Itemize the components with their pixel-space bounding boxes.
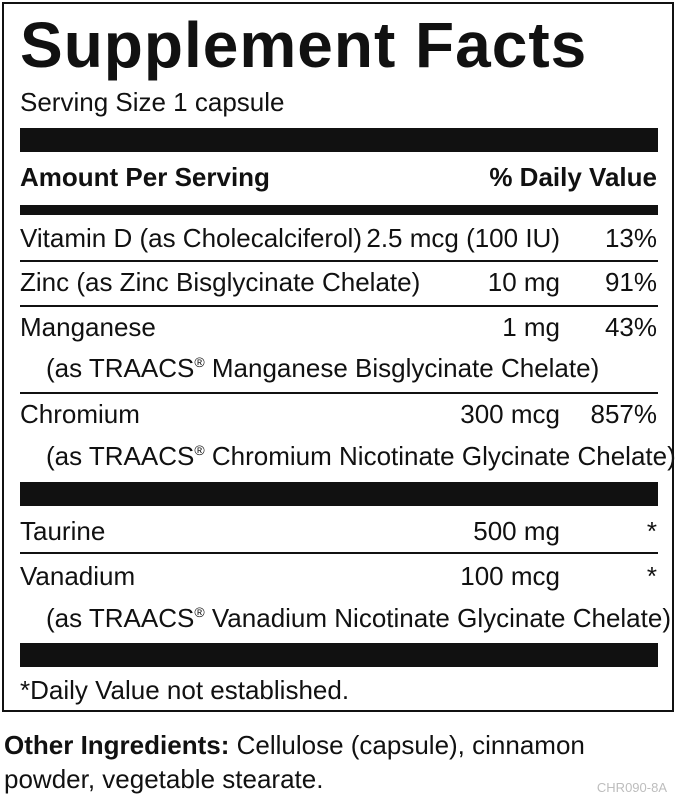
nutrient-name-vitamin-d: Vitamin D (as Cholecalciferol): [20, 223, 362, 253]
other-ingredients: [4, 728, 664, 796]
row-divider: [20, 305, 658, 307]
amount-per-serving-header: Amount Per Serving: [20, 162, 270, 192]
nutrient-dv-taurine: *: [646, 516, 657, 546]
registered-mark: ®: [194, 604, 205, 620]
nutrient-amount-zinc: 10 mg: [487, 267, 560, 297]
nutrient-dv-zinc: 91%: [604, 267, 657, 297]
thick-divider-bottom: [20, 643, 658, 667]
nutrient-dv-manganese: 43%: [604, 312, 657, 342]
row-divider: [20, 552, 658, 554]
nutrient-source-manganese: (as TRAACS® Manganese Bisglycinate Chelate): [46, 353, 600, 383]
nutrient-name-vanadium: Vanadium: [20, 561, 136, 591]
nutrient-amount-vanadium: 100 mcg: [460, 561, 560, 591]
serving-size: Serving Size 1 capsule: [20, 87, 285, 117]
row-divider: [20, 392, 658, 394]
nutrient-amount-vitamin-d: 2.5 mcg (100 IU): [366, 223, 560, 253]
nutrient-name-zinc: Zinc (as Zinc Bisglycinate Chelate): [20, 267, 421, 297]
row-divider: [20, 260, 658, 262]
daily-value-header: % Daily Value: [489, 162, 657, 192]
medium-divider: [20, 205, 658, 215]
nutrient-amount-taurine: 500 mg: [473, 516, 560, 546]
other-ingredients-label: Other Ingredients:: [4, 730, 230, 760]
other-ingredients-text: Cellulose (capsule), cinnamon powder, vegetable stearate.: [4, 730, 585, 794]
nutrient-name-manganese: Manganese: [20, 312, 156, 342]
nutrient-dv-vanadium: *: [646, 561, 657, 591]
panel-title: Supplement Facts: [20, 9, 588, 81]
nutrient-name-taurine: Taurine: [20, 516, 106, 546]
thick-divider-middle: [20, 482, 658, 506]
nutrient-source-vanadium: (as TRAACS® Vanadium Nicotinate Glycinate Chelate): [46, 603, 671, 633]
registered-mark: ®: [194, 442, 205, 458]
nutrient-dv-vitamin-d: 13%: [604, 223, 657, 253]
product-code: CHR090-8A: [596, 780, 667, 795]
nutrient-amount-chromium: 300 mcg: [460, 399, 560, 429]
registered-mark: ®: [194, 354, 205, 370]
nutrient-source-chromium: (as TRAACS® Chromium Nicotinate Glycinate Chelate): [46, 441, 676, 471]
nutrient-dv-chromium: 857%: [590, 399, 657, 429]
nutrient-name-chromium: Chromium: [20, 399, 140, 429]
thick-divider-top: [20, 128, 658, 152]
nutrient-amount-manganese: 1 mg: [502, 312, 560, 342]
daily-value-footnote: *Daily Value not established.: [20, 675, 350, 705]
